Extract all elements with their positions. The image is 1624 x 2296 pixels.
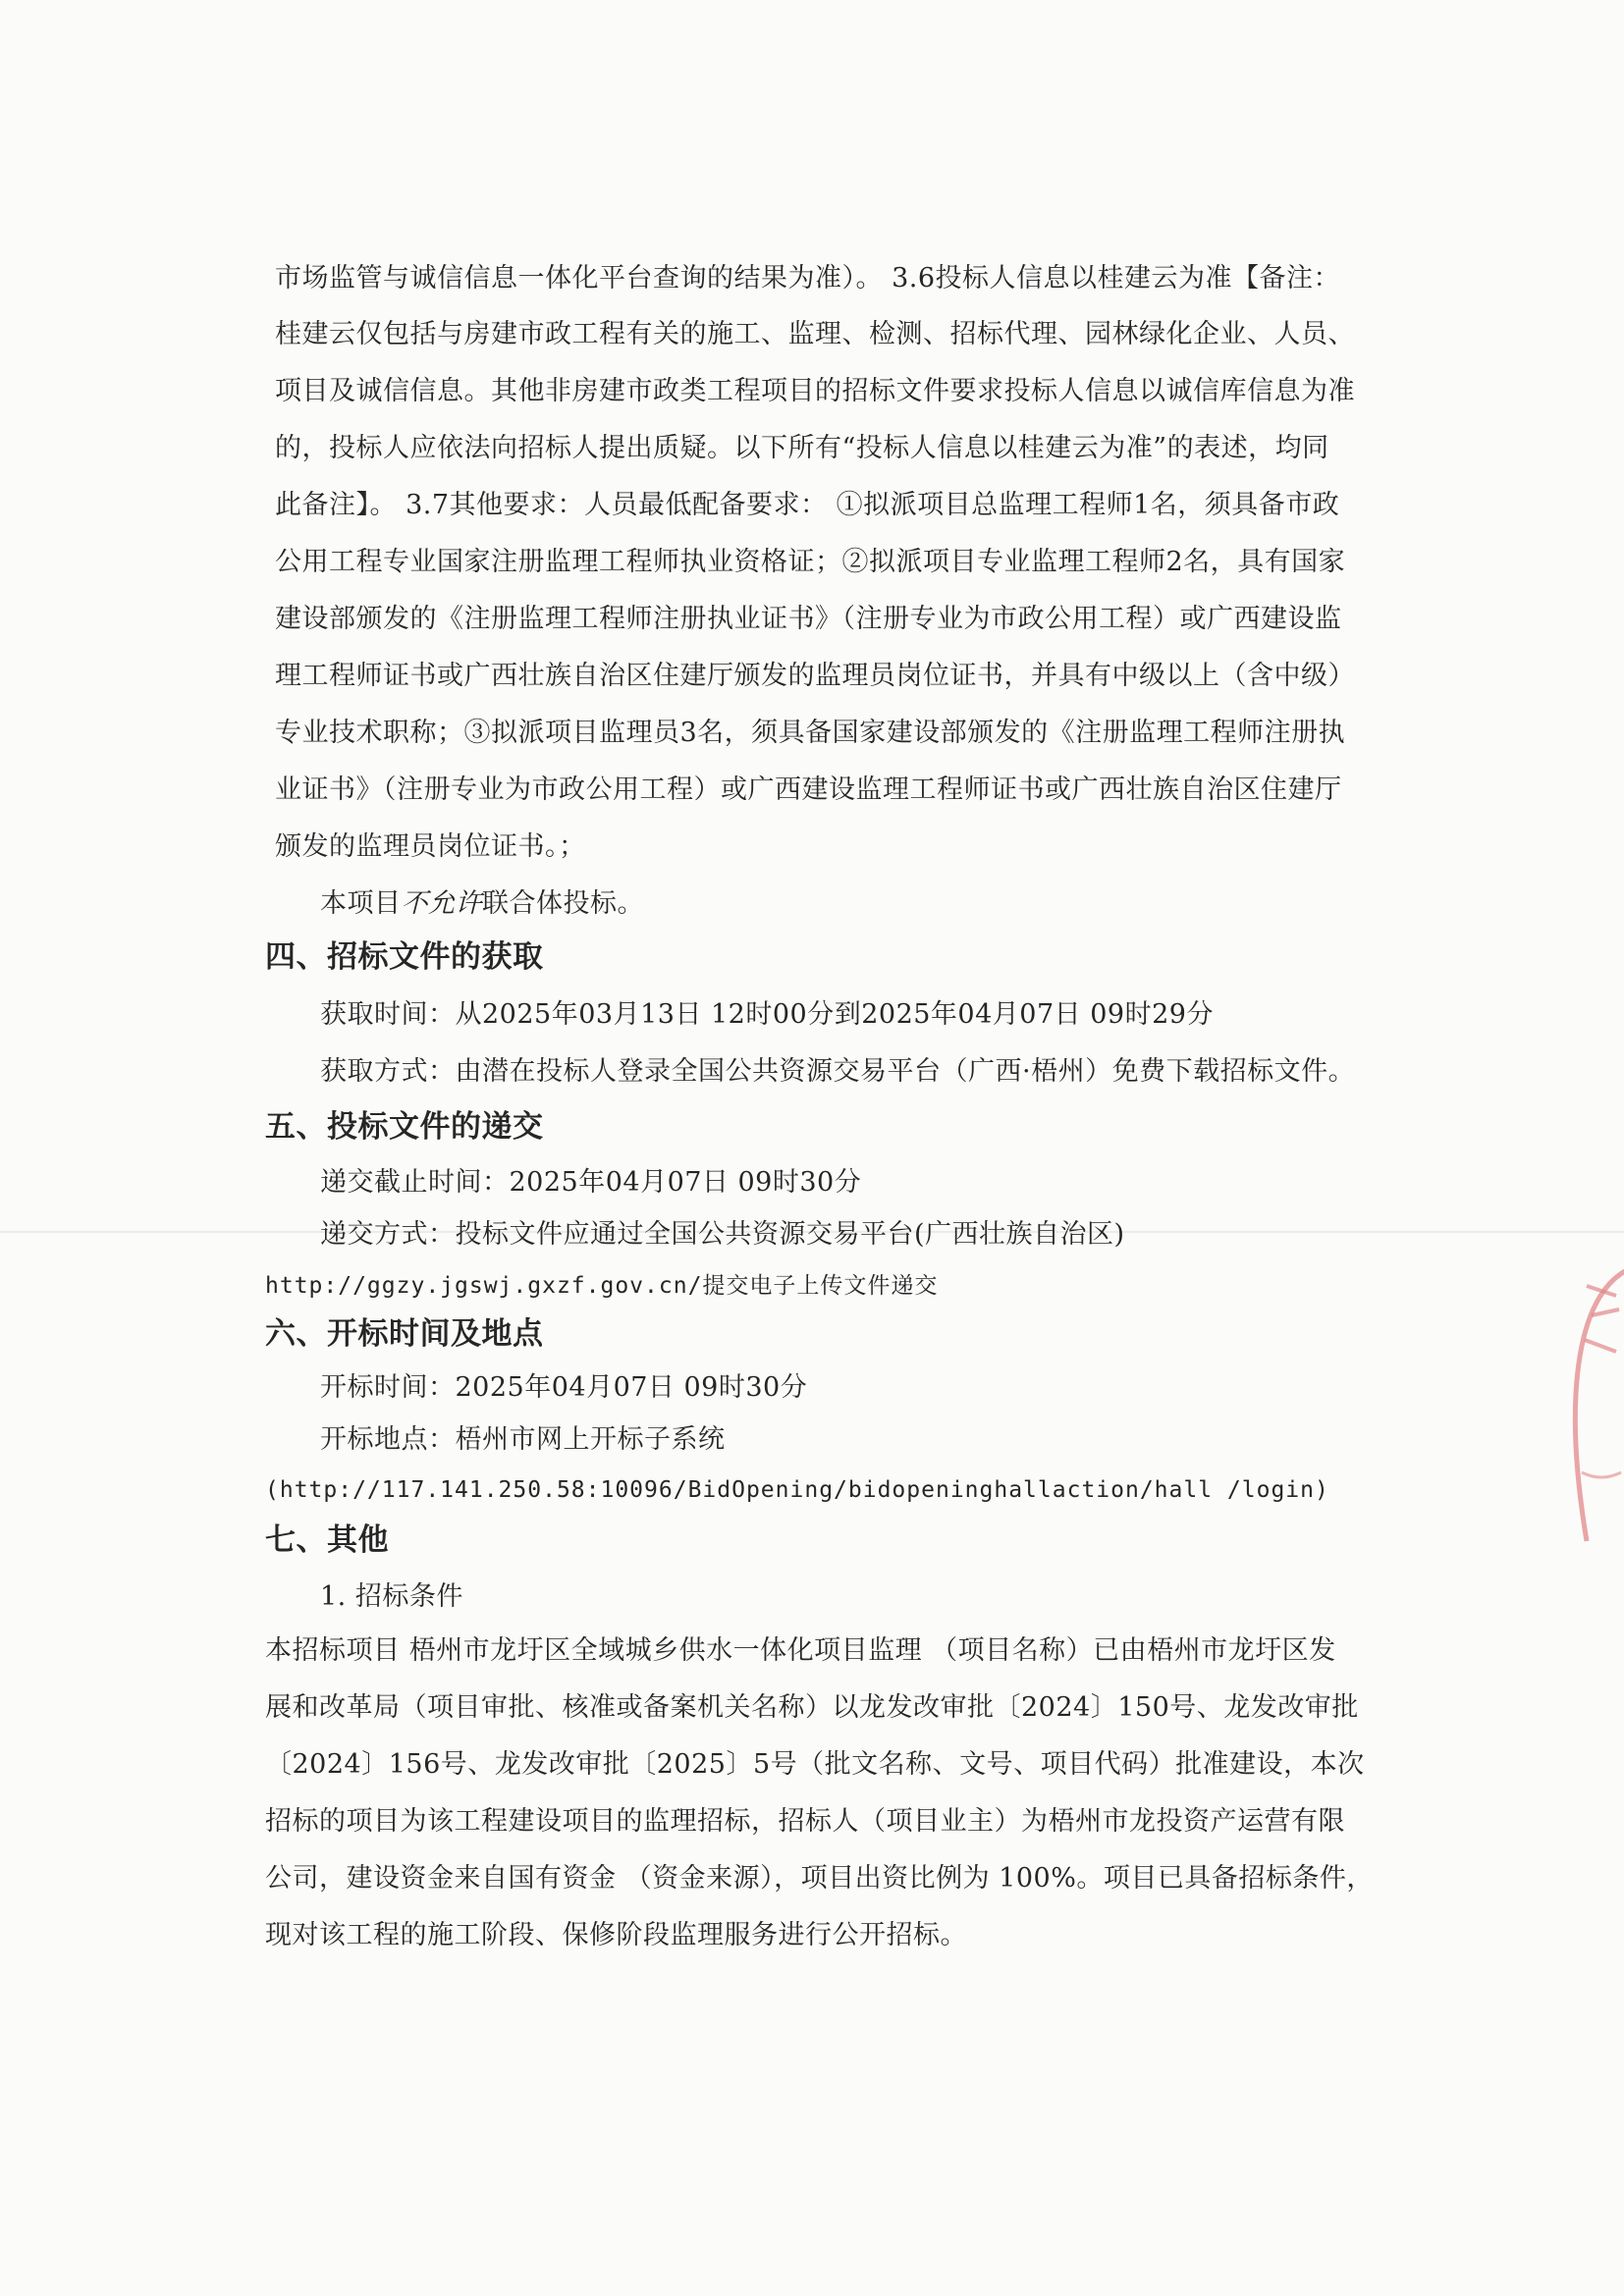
subsection-bidding-conditions: 1. 招标条件 xyxy=(320,1581,463,1612)
consortium-prefix: 本项目 xyxy=(320,888,402,919)
opening-url: (http://117.141.250.58:10096/BidOpening/bidopeninghallaction/hall /login) xyxy=(265,1477,1329,1503)
body-line-10: 业证书》（注册专业为市政公用工程）或广西建设监理工程师证书或广西壮族自治区住建厅 xyxy=(275,774,1342,805)
body-line-5: 此备注】。 3.7其他要求：人员最低配备要求： ①拟派项目总监理工程师1名，须具备市政 xyxy=(275,490,1340,520)
body-line-3: 项目及诚信信息。其他非房建市政类工程项目的招标文件要求投标人信息以诚信库信息为准 xyxy=(275,376,1355,406)
submission-url: http://ggzy.jgswj.gxzf.gov.cn/提交电子上传文件递交 xyxy=(265,1273,939,1299)
body-line-8: 理工程师证书或广西壮族自治区住建厅颁发的监理员岗位证书，并具有中级以上（含中级） xyxy=(275,661,1355,691)
conditions-line-3: 〔2024〕156号、龙发改审批〔2025〕5号（批文名称、文号、项目代码）批准建设，本次 xyxy=(265,1749,1365,1780)
opening-time: 开标时间：2025年04月07日 09时30分 xyxy=(320,1372,808,1403)
opening-place: 开标地点：梧州市网上开标子系统 xyxy=(320,1424,726,1455)
consortium-note xyxy=(320,886,644,922)
body-line-11: 颁发的监理员岗位证书。； xyxy=(275,831,586,862)
section-7-heading: 七、其他 xyxy=(265,1522,389,1558)
section-4-heading: 四、招标文件的获取 xyxy=(265,939,544,975)
conditions-line-1: 本招标项目 梧州市龙圩区全域城乡供水一体化项目监理 （项目名称）已由梧州市龙圩区发 xyxy=(265,1635,1336,1666)
section-6-heading: 六、开标时间及地点 xyxy=(265,1316,544,1352)
section-5-heading: 五、投标文件的递交 xyxy=(265,1109,544,1145)
conditions-line-5: 公司，建设资金来自国有资金 （资金来源），项目出资比例为 100%。项目已具备招标条件， xyxy=(265,1863,1374,1894)
submission-deadline: 递交截止时间：2025年04月07日 09时30分 xyxy=(320,1167,862,1198)
consortium-suffix: 联合体投标。 xyxy=(482,888,644,919)
acquisition-method: 获取方式：由潜在投标人登录全国公共资源交易平台（广西·梧州）免费下载招标文件。 xyxy=(320,1056,1356,1087)
seal-stamp-partial xyxy=(1557,1247,1624,1561)
body-line-1: 市场监管与诚信信息一体化平台查询的结果为准）。 3.6投标人信息以桂建云为准【备注： xyxy=(275,263,1341,294)
body-line-6: 公用工程专业国家注册监理工程师执业资格证；②拟派项目专业监理工程师2名，具有国家 xyxy=(275,547,1346,577)
consortium-emphasis: 不允许 xyxy=(401,888,482,919)
conditions-line-2: 展和改革局（项目审批、核准或备案机关名称）以龙发改审批〔2024〕150号、龙发改审批 xyxy=(265,1692,1359,1723)
conditions-line-4: 招标的项目为该工程建设项目的监理招标，招标人（项目业主）为梧州市龙投资产运营有限 xyxy=(265,1806,1345,1837)
conditions-line-6: 现对该工程的施工阶段、保修阶段监理服务进行公开招标。 xyxy=(265,1920,967,1950)
body-line-7: 建设部颁发的《注册监理工程师注册执业证书》（注册专业为市政公用工程）或广西建设监 xyxy=(275,604,1342,634)
body-line-4: 的，投标人应依法向招标人提出质疑。以下所有“投标人信息以桂建云为准”的表述，均同 xyxy=(275,433,1329,463)
submission-method: 递交方式：投标文件应通过全国公共资源交易平台(广西壮族自治区) xyxy=(320,1219,1125,1250)
body-line-9: 专业技术职称；③拟派项目监理员3名，须具备国家建设部颁发的《注册监理工程师注册执 xyxy=(275,718,1346,748)
body-line-2: 桂建云仅包括与房建市政工程有关的施工、监理、检测、招标代理、园林绿化企业、人员、 xyxy=(275,319,1355,349)
acquisition-time: 获取时间：从2025年03月13日 12时00分到2025年04月07日 09时29分 xyxy=(320,999,1214,1030)
